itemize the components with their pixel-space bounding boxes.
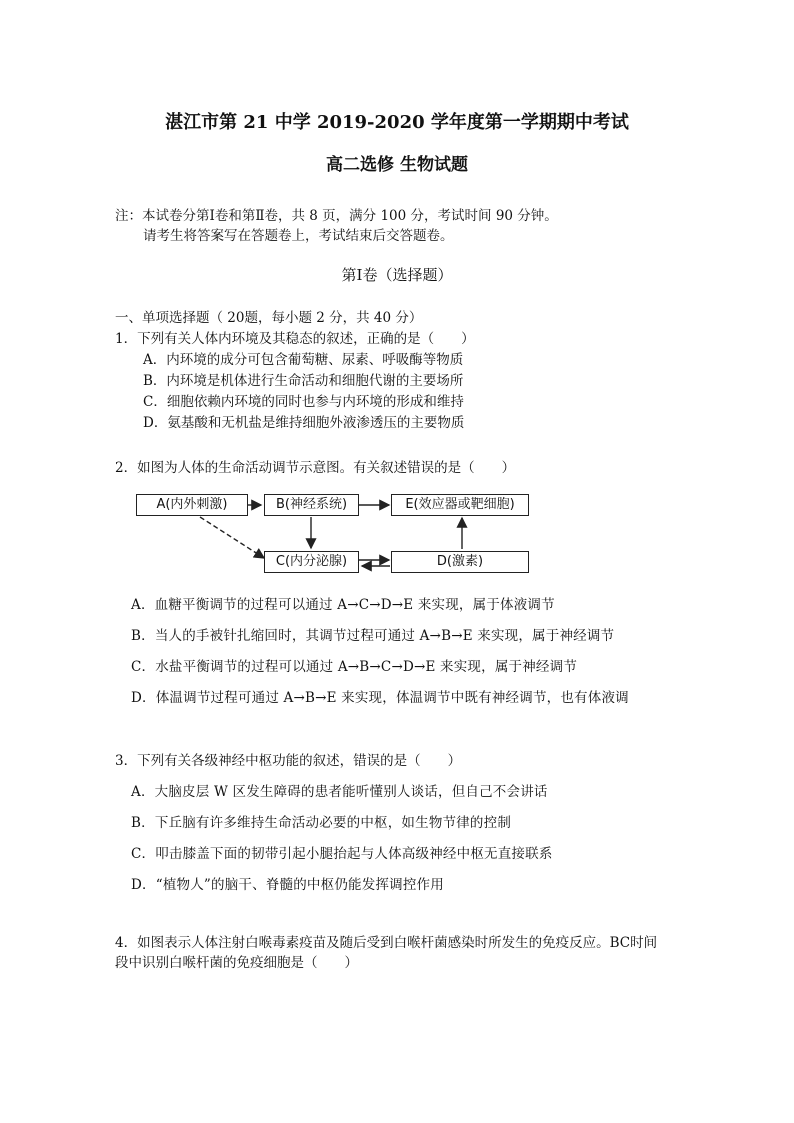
diagram-box-d: D(激素) — [391, 551, 529, 573]
exam-subtitle: 高二选修 生物试题 — [326, 155, 468, 175]
part-heading: 一、单项选择题（ 20题，每小题 2 分，共 40 分） — [115, 310, 423, 326]
question-1-option-a: A．内环境的成分可包含葡萄糖、尿素、呼吸酶等物质 — [143, 352, 464, 368]
question-3-option-c: C．叩击膝盖下面的韧带引起小腿抬起与人体高级神经中枢无直接联系 — [131, 846, 553, 862]
diagram-box-c: C(内分泌腺) — [264, 551, 359, 573]
question-3-option-b: B．下丘脑有许多维持生命活动必要的中枢，如生物节律的控制 — [131, 815, 512, 831]
note-line-1: 注：本试卷分第Ⅰ卷和第Ⅱ卷，共 8 页，满分 100 分，考试时间 90 分钟。 — [115, 208, 558, 224]
question-2-option-b: B．当人的手被针扎缩回时，其调节过程可通过 A→B→E 来实现，属于神经调节 — [131, 628, 615, 644]
exam-title: 湛江市第 21 中学 2019-2020 学年度第一学期期中考试 — [165, 112, 629, 133]
question-3-option-d: D．“植物人”的脑干、脊髓的中枢仍能发挥调控作用 — [131, 877, 444, 893]
diagram-box-b: B(神经系统) — [264, 494, 359, 516]
question-3-stem: 3．下列有关各级神经中枢功能的叙述，错误的是（ ） — [115, 753, 462, 769]
question-2-stem: 2．如图为人体的生命活动调节示意图。有关叙述错误的是（ ） — [115, 460, 516, 476]
question-1-stem: 1．下列有关人体内环境及其稳态的叙述，正确的是（ ） — [115, 331, 475, 347]
section-title: 第Ⅰ卷（选择题） — [341, 266, 453, 284]
arrow-a-to-c — [200, 517, 264, 558]
question-3-option-a: A．大脑皮层 W 区发生障碍的患者能听懂别人谈话，但自己不会讲话 — [131, 784, 548, 800]
question-2-option-c: C．水盐平衡调节的过程可以通过 A→B→C→D→E 来实现，属于神经调节 — [131, 659, 578, 675]
diagram-box-e: E(效应器或靶细胞) — [391, 494, 529, 516]
diagram-box-a: A(内外刺激) — [136, 494, 248, 516]
question-2-option-d: D．体温调节过程可通过 A→B→E 来实现，体温调节中既有神经调节，也有体液调 — [131, 690, 629, 706]
note-line-2: 请考生将答案写在答题卷上，考试结束后交答题卷。 — [143, 228, 454, 244]
question-4-stem-line-2: 段中识别白喉杆菌的免疫细胞是（ ） — [115, 955, 358, 971]
question-1-option-b: B．内环境是机体进行生命活动和细胞代谢的主要场所 — [143, 373, 464, 389]
question-1-option-c: C．细胞依赖内环境的同时也参与内环境的形成和维持 — [143, 394, 464, 410]
question-2-option-a: A．血糖平衡调节的过程可以通过 A→C→D→E 来实现，属于体液调节 — [131, 597, 555, 613]
question-4-stem-line-1: 4．如图表示人体注射白喉毒素疫苗及随后受到白喉杆菌感染时所发生的免疫反应。BC时间 — [115, 935, 658, 951]
question-1-option-d: D．氨基酸和无机盐是维持细胞外液渗透压的主要物质 — [143, 415, 465, 431]
